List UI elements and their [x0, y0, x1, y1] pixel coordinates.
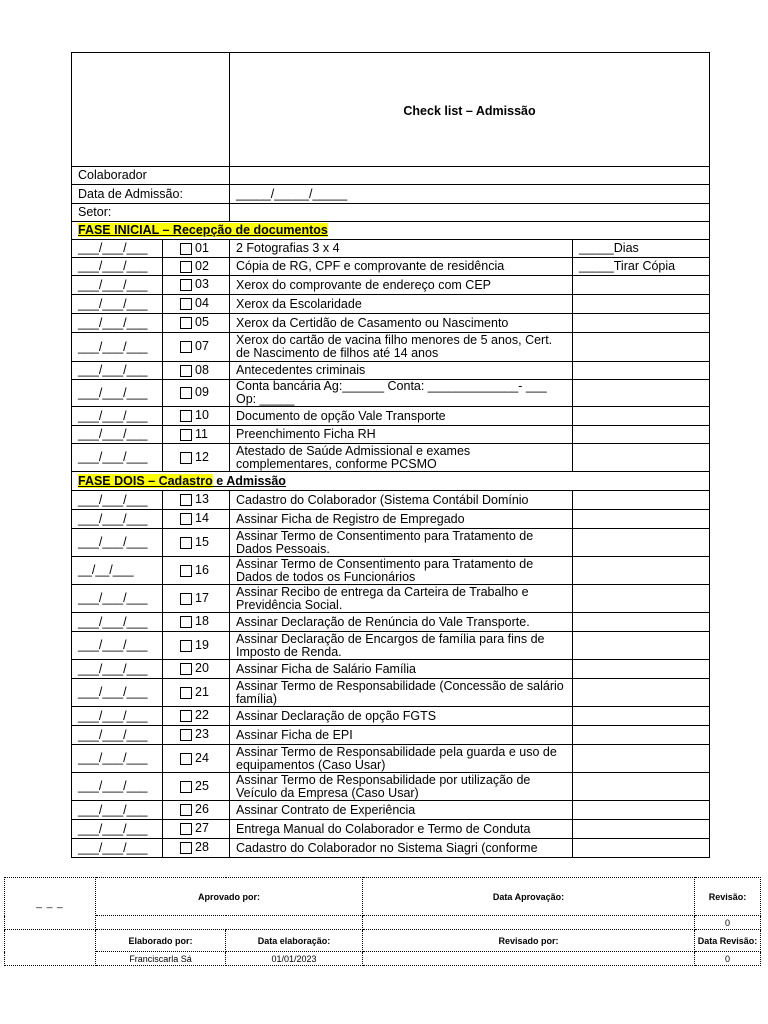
- page-title: Check list – Admissão: [230, 53, 710, 167]
- revision-value: 0: [695, 916, 761, 930]
- item-description: Cópia de RG, CPF e comprovante de residência: [230, 258, 573, 276]
- item-number: 25: [195, 779, 209, 794]
- date-field[interactable]: ___/___/___: [72, 380, 163, 407]
- logo-mark: _ _ _: [36, 898, 64, 909]
- checklist-row: [72, 820, 710, 839]
- item-checkbox-cell: [163, 820, 230, 839]
- item-description: Antecedentes criminais: [230, 362, 573, 380]
- date-field[interactable]: ___/___/___: [72, 258, 163, 276]
- item-checkbox-cell: [163, 632, 230, 660]
- item-description: Assinar Ficha de Salário Família: [230, 660, 573, 679]
- date-field[interactable]: ___/___/___: [72, 726, 163, 745]
- item-notes: [573, 314, 710, 333]
- item-notes: [573, 707, 710, 726]
- item-checkbox-cell: [163, 679, 230, 707]
- item-notes: [573, 491, 710, 510]
- checklist-row: [72, 679, 710, 707]
- checklist-row: [72, 745, 710, 773]
- item-number: 05: [195, 315, 209, 330]
- prepared-by-value: Franciscarla Sá: [96, 952, 226, 966]
- item-notes: _____Dias: [573, 240, 710, 258]
- checklist-row: [72, 585, 710, 613]
- date-field[interactable]: ___/___/___: [72, 632, 163, 660]
- date-field[interactable]: ___/___/___: [72, 745, 163, 773]
- item-notes: [573, 820, 710, 839]
- item-description: Atestado de Saúde Admissional e exames complementares, conforme PCSMO: [230, 444, 573, 472]
- date-field[interactable]: ___/___/___: [72, 529, 163, 557]
- item-description: 2 Fotografias 3 x 4: [230, 240, 573, 258]
- checklist-row: [72, 557, 710, 585]
- item-checkbox-cell: [163, 510, 230, 529]
- item-checkbox-cell: [163, 801, 230, 820]
- item-checkbox-cell: [163, 491, 230, 510]
- item-number: 16: [195, 563, 209, 578]
- revision-label: Revisão:: [695, 878, 761, 916]
- item-checkbox-cell: [163, 726, 230, 745]
- checklist-row: [72, 362, 710, 380]
- item-checkbox[interactable]: [180, 729, 192, 741]
- item-number: 14: [195, 511, 209, 526]
- date-field[interactable]: ___/___/___: [72, 426, 163, 444]
- checklist-row: [72, 773, 710, 801]
- item-number: 04: [195, 296, 209, 311]
- checklist-row: [72, 276, 710, 295]
- checklist-row: [72, 426, 710, 444]
- item-checkbox-cell: [163, 407, 230, 426]
- item-number: 24: [195, 751, 209, 766]
- item-checkbox-cell: [163, 773, 230, 801]
- item-description: Assinar Termo de Consentimento para Tratamento de Dados Pessoais.: [230, 529, 573, 557]
- reviewed-by-value: [363, 952, 695, 966]
- item-checkbox-cell: [163, 333, 230, 362]
- checklist-row: [72, 726, 710, 745]
- item-number: 03: [195, 277, 209, 292]
- header-row: [72, 53, 710, 167]
- item-number: 11: [195, 427, 208, 442]
- item-checkbox[interactable]: [180, 298, 192, 310]
- field-row: [72, 185, 710, 204]
- item-description: Xerox da Escolaridade: [230, 295, 573, 314]
- item-notes: [573, 407, 710, 426]
- item-checkbox[interactable]: [180, 341, 192, 353]
- field-label: Colaborador: [72, 167, 230, 185]
- item-description: Cadastro do Colaborador (Sistema Contábil Domínio: [230, 491, 573, 510]
- phase-heading-rest: e Admissão: [212, 473, 286, 488]
- item-checkbox-cell: [163, 426, 230, 444]
- checklist-row: [72, 444, 710, 472]
- checklist-row: [72, 333, 710, 362]
- checklist-row: [72, 258, 710, 276]
- item-description: Entrega Manual do Colaborador e Termo de Conduta: [230, 820, 573, 839]
- date-field[interactable]: ___/___/___: [72, 444, 163, 472]
- approval-date-label: Data Aprovação:: [363, 878, 695, 916]
- item-checkbox[interactable]: [180, 804, 192, 816]
- item-description: Cadastro do Colaborador no Sistema Siagri (conforme: [230, 839, 573, 858]
- item-description: Assinar Ficha de Registro de Empregado: [230, 510, 573, 529]
- field-label: Setor:: [72, 204, 230, 222]
- approved-by-value: [96, 916, 363, 930]
- item-checkbox[interactable]: [180, 279, 192, 291]
- checklist-row: [72, 632, 710, 660]
- item-checkbox-cell: [163, 240, 230, 258]
- preparation-date-value: 01/01/2023: [226, 952, 363, 966]
- date-field[interactable]: ___/___/___: [72, 510, 163, 529]
- field-value[interactable]: _____/_____/_____: [230, 185, 710, 204]
- item-checkbox[interactable]: [180, 261, 192, 273]
- item-number: 08: [195, 363, 209, 378]
- item-checkbox-cell: [163, 295, 230, 314]
- item-checkbox-cell: [163, 585, 230, 613]
- item-notes: [573, 295, 710, 314]
- checklist-row: [72, 801, 710, 820]
- item-notes: [573, 380, 710, 407]
- field-value[interactable]: [230, 167, 710, 185]
- approval-date-value: [363, 916, 695, 930]
- item-checkbox[interactable]: [180, 243, 192, 255]
- item-checkbox-cell: [163, 314, 230, 333]
- item-checkbox-cell: [163, 529, 230, 557]
- item-notes: _____Tirar Cópia: [573, 258, 710, 276]
- item-checkbox[interactable]: [180, 537, 192, 549]
- item-number: 26: [195, 802, 209, 817]
- checklist-row: [72, 295, 710, 314]
- item-number: 19: [195, 638, 209, 653]
- checklist-table: [71, 52, 710, 858]
- item-description: Assinar Termo de Responsabilidade (Concessão de salário família): [230, 679, 573, 707]
- item-checkbox[interactable]: [180, 317, 192, 329]
- document-footer: [4, 877, 761, 966]
- item-number: 01: [195, 241, 209, 256]
- prepared-by-label: Elaborado por:: [96, 930, 226, 952]
- item-description: Xerox da Certidão de Casamento ou Nascimento: [230, 314, 573, 333]
- date-field[interactable]: ___/___/___: [72, 491, 163, 510]
- field-row: [72, 204, 710, 222]
- date-field[interactable]: ___/___/___: [72, 839, 163, 858]
- item-checkbox[interactable]: [180, 753, 192, 765]
- item-checkbox[interactable]: [180, 452, 192, 464]
- date-field[interactable]: ___/___/___: [72, 333, 163, 362]
- approved-by-label: Aprovado por:: [96, 878, 363, 916]
- item-description: Documento de opção Vale Transporte: [230, 407, 573, 426]
- item-number: 17: [195, 591, 209, 606]
- date-field[interactable]: ___/___/___: [72, 820, 163, 839]
- checklist-row: [72, 613, 710, 632]
- item-notes: [573, 632, 710, 660]
- item-description: Assinar Contrato de Experiência: [230, 801, 573, 820]
- item-description: Assinar Termo de Responsabilidade pela guarda e uso de equipamentos (Caso Usar): [230, 745, 573, 773]
- item-description: Assinar Ficha de EPI: [230, 726, 573, 745]
- checklist-row: [72, 314, 710, 333]
- date-field[interactable]: ___/___/___: [72, 585, 163, 613]
- item-notes: [573, 444, 710, 472]
- date-field[interactable]: ___/___/___: [72, 613, 163, 632]
- item-checkbox-cell: [163, 557, 230, 585]
- item-notes: [573, 276, 710, 295]
- item-notes: [573, 726, 710, 745]
- item-description: Xerox do cartão de vacina filho menores de 5 anos, Cert. de Nascimento de filhos até 14 anos: [230, 333, 573, 362]
- date-field[interactable]: ___/___/___: [72, 295, 163, 314]
- checklist-row: [72, 707, 710, 726]
- item-checkbox[interactable]: [180, 365, 192, 377]
- item-checkbox[interactable]: [180, 593, 192, 605]
- item-checkbox[interactable]: [180, 710, 192, 722]
- item-checkbox[interactable]: [180, 663, 192, 675]
- field-label: Data de Admissão:: [72, 185, 230, 204]
- item-number: 13: [195, 492, 209, 507]
- footer-blank: [5, 930, 96, 966]
- item-description: Assinar Termo de Responsabilidade por utilização de Veículo da Empresa (Caso Usar): [230, 773, 573, 801]
- date-field[interactable]: ___/___/___: [72, 362, 163, 380]
- item-description: Assinar Declaração de opção FGTS: [230, 707, 573, 726]
- item-checkbox[interactable]: [180, 494, 192, 506]
- item-description: Preenchimento Ficha RH: [230, 426, 573, 444]
- date-field[interactable]: ___/___/___: [72, 707, 163, 726]
- item-number: 02: [195, 259, 209, 274]
- footer-logo: [5, 878, 96, 930]
- item-notes: [573, 510, 710, 529]
- item-number: 20: [195, 661, 209, 676]
- phase-heading-highlight: FASE INICIAL – Recepção de documentos: [78, 223, 328, 237]
- reviewed-by-label: Revisado por:: [363, 930, 695, 952]
- checklist-row: [72, 491, 710, 510]
- item-notes: [573, 745, 710, 773]
- item-checkbox-cell: [163, 362, 230, 380]
- item-checkbox[interactable]: [180, 565, 192, 577]
- item-checkbox-cell: [163, 745, 230, 773]
- item-checkbox[interactable]: [180, 823, 192, 835]
- item-notes: [573, 839, 710, 858]
- item-notes: [573, 362, 710, 380]
- item-number: 22: [195, 708, 209, 723]
- item-notes: [573, 773, 710, 801]
- item-checkbox[interactable]: [180, 616, 192, 628]
- item-description: Assinar Termo de Consentimento para Tratamento de Dados de todos os Funcionários: [230, 557, 573, 585]
- item-number: 27: [195, 821, 209, 836]
- item-checkbox-cell: [163, 276, 230, 295]
- item-notes: [573, 557, 710, 585]
- phase-heading: [72, 222, 710, 240]
- item-description: Assinar Recibo de entrega da Carteira de Trabalho e Previdência Social.: [230, 585, 573, 613]
- item-notes: [573, 679, 710, 707]
- date-field[interactable]: ___/___/___: [72, 314, 163, 333]
- review-date-value: 0: [695, 952, 761, 966]
- item-checkbox[interactable]: [180, 781, 192, 793]
- item-checkbox-cell: [163, 660, 230, 679]
- checklist-row: [72, 407, 710, 426]
- item-number: 23: [195, 727, 209, 742]
- item-checkbox[interactable]: [180, 410, 192, 422]
- field-value[interactable]: [230, 204, 710, 222]
- date-field[interactable]: ___/___/___: [72, 276, 163, 295]
- item-number: 10: [195, 408, 209, 423]
- item-notes: [573, 426, 710, 444]
- date-field[interactable]: ___/___/___: [72, 407, 163, 426]
- checklist-row: [72, 380, 710, 407]
- date-field[interactable]: ___/___/___: [72, 660, 163, 679]
- item-number: 09: [195, 385, 209, 400]
- checklist-row: [72, 510, 710, 529]
- date-field[interactable]: ___/___/___: [72, 801, 163, 820]
- item-checkbox[interactable]: [180, 387, 192, 399]
- item-checkbox[interactable]: [180, 429, 192, 441]
- item-checkbox-cell: [163, 839, 230, 858]
- item-notes: [573, 585, 710, 613]
- item-notes: [573, 529, 710, 557]
- item-number: 28: [195, 840, 209, 855]
- phase-heading-highlight: FASE DOIS – Cadastro: [78, 473, 213, 488]
- item-checkbox-cell: [163, 258, 230, 276]
- item-checkbox[interactable]: [180, 640, 192, 652]
- item-checkbox-cell: [163, 444, 230, 472]
- field-row: [72, 167, 710, 185]
- date-field[interactable]: ___/___/___: [72, 679, 163, 707]
- item-description: Conta bancária Ag:______ Conta: _____________- ___ Op: _____: [230, 380, 573, 407]
- checklist-row: [72, 240, 710, 258]
- logo-cell: [72, 53, 230, 167]
- item-number: 07: [195, 339, 209, 354]
- phase-heading: [72, 472, 710, 491]
- item-checkbox-cell: [163, 707, 230, 726]
- checklist-row: [72, 660, 710, 679]
- item-description: Assinar Declaração de Renúncia do Vale Transporte.: [230, 613, 573, 632]
- phase-heading-row: [72, 472, 710, 491]
- item-checkbox-cell: [163, 380, 230, 407]
- item-checkbox-cell: [163, 613, 230, 632]
- review-date-label: Data Revisão:: [695, 930, 761, 952]
- preparation-date-label: Data elaboração:: [226, 930, 363, 952]
- item-notes: [573, 333, 710, 362]
- item-notes: [573, 660, 710, 679]
- item-description: Xerox do comprovante de endereço com CEP: [230, 276, 573, 295]
- checklist-row: [72, 529, 710, 557]
- item-number: 15: [195, 535, 209, 550]
- checklist-row: [72, 839, 710, 858]
- date-field[interactable]: ___/___/___: [72, 773, 163, 801]
- date-field[interactable]: ___/___/___: [72, 240, 163, 258]
- phase-heading-row: [72, 222, 710, 240]
- item-description: Assinar Declaração de Encargos de família para fins de Imposto de Renda.: [230, 632, 573, 660]
- date-field[interactable]: __/__/___: [72, 557, 163, 585]
- item-number: 21: [195, 685, 209, 700]
- item-notes: [573, 613, 710, 632]
- item-checkbox[interactable]: [180, 513, 192, 525]
- item-checkbox[interactable]: [180, 842, 192, 854]
- item-checkbox[interactable]: [180, 687, 192, 699]
- item-notes: [573, 801, 710, 820]
- item-number: 12: [195, 450, 209, 465]
- item-number: 18: [195, 614, 209, 629]
